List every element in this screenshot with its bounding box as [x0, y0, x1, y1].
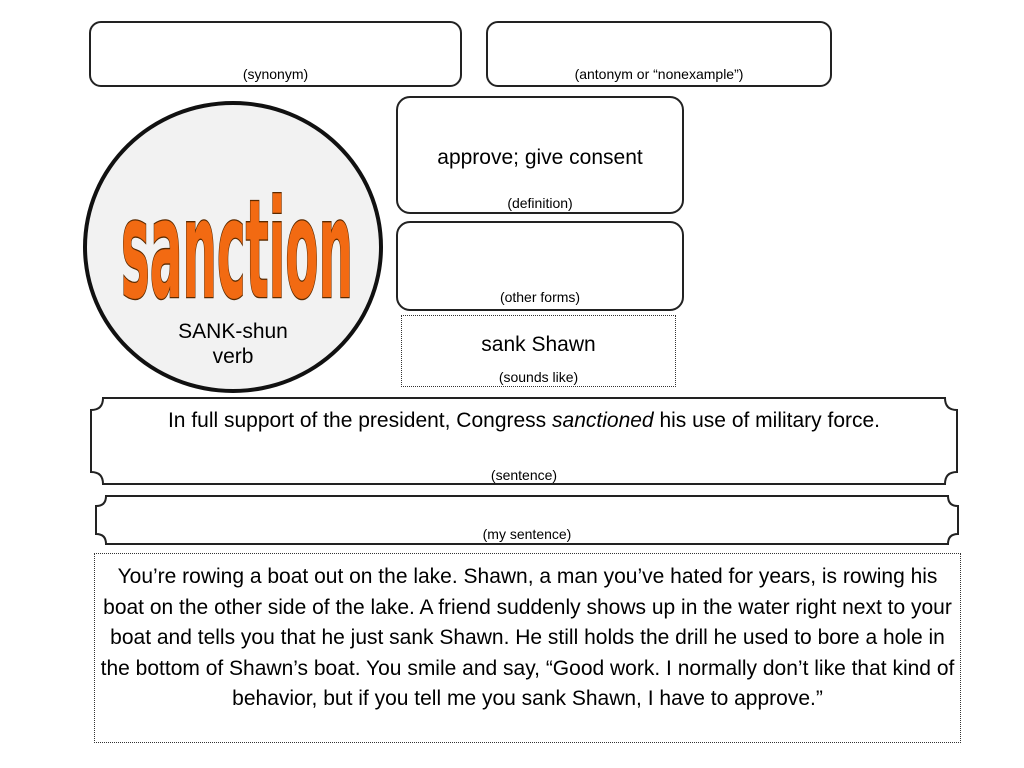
sentence-emphasis: sanctioned	[552, 409, 654, 432]
story-text: You’re rowing a boat out on the lake. Shawn, a man you’ve hated for years, is rowing his boat on the other side of the lake. A friend suddenly shows up in the water right next to your boat and tells you that he just sank Shawn. He still holds the drill he used to bore a hole in the bottom of Shawn’s boat. You smile and say, “Good work. I normally don’t like that kind of behavior, but if you tell me you sank Shawn, I have to approve.”	[100, 565, 955, 710]
my-sentence-caption: (my sentence)	[482, 526, 572, 542]
sentence-box	[89, 396, 959, 486]
definition-box	[396, 96, 684, 214]
synonym-box	[89, 21, 462, 87]
pronunciation: SANK-shun	[178, 320, 288, 343]
word-title: sanction	[120, 171, 353, 330]
antonym-caption: (antonym or “nonexample”)	[574, 66, 744, 82]
pronunciation-block	[87, 319, 379, 369]
antonym-box	[486, 21, 832, 87]
part-of-speech: verb	[212, 345, 254, 368]
other-forms-box	[396, 221, 684, 311]
sounds-like-caption: (sounds like)	[498, 369, 579, 385]
word-circle	[83, 101, 383, 393]
story-box	[94, 553, 961, 743]
sentence-caption: (sentence)	[490, 467, 558, 483]
definition-caption: (definition)	[507, 195, 573, 211]
sounds-like-value: sank Shawn	[481, 333, 596, 356]
sentence-before: In full support of the president, Congress	[167, 409, 553, 432]
definition-value: approve; give consent	[437, 146, 643, 169]
sentence-text	[109, 406, 939, 436]
sentence-after: his use of military force.	[653, 409, 881, 432]
other-forms-caption: (other forms)	[499, 289, 581, 305]
synonym-caption: (synonym)	[242, 66, 309, 82]
sounds-like-box	[401, 315, 676, 387]
my-sentence-box	[94, 494, 960, 546]
